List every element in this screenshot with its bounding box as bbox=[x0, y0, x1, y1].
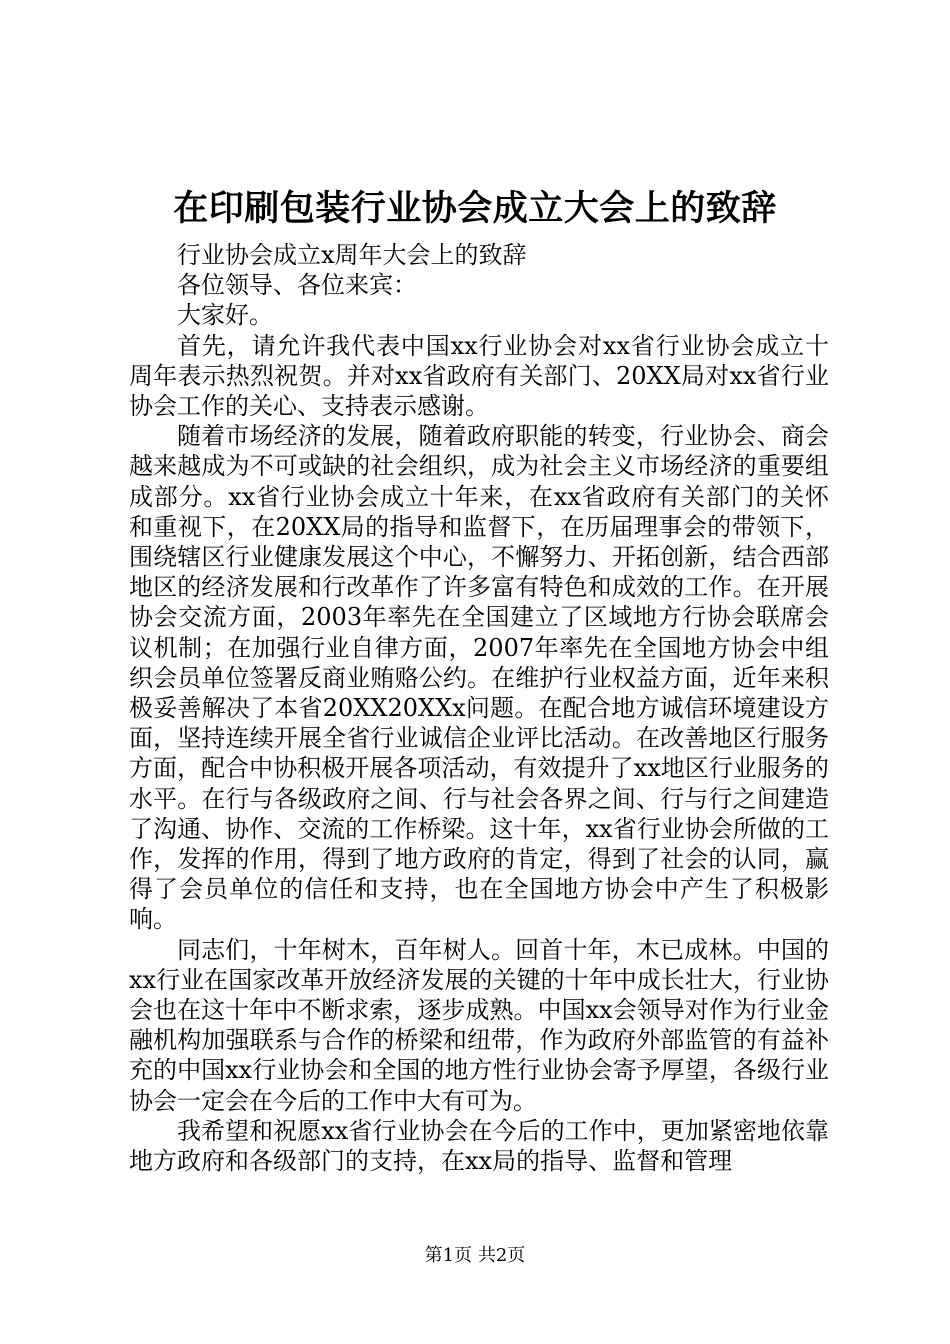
document-title: 在印刷包装行业协会成立大会上的致辞 bbox=[173, 188, 777, 229]
paragraph-retrospect: 同志们，十年树木，百年树人。回首十年，木已成林。中国的xx行业在国家改革开放经济发展的关键的十年中成长壮大，行业协会也在这十年中不断求索，逐步成熟。中国xx会领导对作为行业金融机构加强联系与合作的桥梁和纽带，作为政府外部监管的有益补充的中国xx行业协会和全国的地方性行业协会寄予厚望，各级行业协会一定会在今后的工作中大有可为。 bbox=[129, 935, 829, 1115]
paragraph-salutation: 各位领导、各位来宾： bbox=[177, 271, 417, 300]
document-body bbox=[129, 240, 829, 1176]
paragraph-congratulations: 首先，请允许我代表中国xx行业协会对xx省行业协会成立十周年表示热烈祝贺。并对xx省政府有关部门、20XX局对xx省行业协会工作的关心、支持表示感谢。 bbox=[129, 331, 829, 421]
paragraph-subtitle: 行业协会成立x周年大会上的致辞 bbox=[177, 241, 527, 269]
paragraph-wishes: 我希望和祝愿xx省行业协会在今后的工作中，更加紧密地依靠地方政府和各级部门的支持，在xx局的指导、监督和管理 bbox=[129, 1116, 829, 1176]
paragraph-achievements: 随着市场经济的发展，随着政府职能的转变，行业协会、商会越来越成为不可或缺的社会组织，成为社会主义市场经济的重要组成部分。xx省行业协会成立十年来，在xx省政府有关部门的关怀和重视下，在20XX局的指导和监督下，在历届理事会的带领下，围绕辖区行业健康发展这个中心，不懈努力、开拓创新，结合西部地区的经济发展和行改革作了许多富有特色和成效的工作。在开展协会交流方面，2003年率先在全国建立了区域地方行协会联席会议机制；在加强行业自律方面，2007年率先在全国地方协会中组织会员单位签署反商业贿赂公约。在维护行业权益方面，近年来积极妥善解决了本省20XX20XXx问题。在配合地方诚信环境建设方面，坚持连续开展全省行业诚信企业评比活动。在改善地区行服务方面，配合中协积极开展各项活动，有效提升了xx地区行业服务的水平。在行与各级政府之间、行与社会各界之间、行与行之间建造了沟通、协作、交流的工作桥梁。这十年，xx省行业协会所做的工作，发挥的作用，得到了地方政府的肯定，得到了社会的认同，赢得了会员单位的信任和支持，也在全国地方协会中产生了积极影响。 bbox=[129, 422, 829, 934]
paragraph-greeting: 大家好。 bbox=[177, 301, 273, 330]
page-number: 第1页 共2页 bbox=[424, 1245, 526, 1266]
